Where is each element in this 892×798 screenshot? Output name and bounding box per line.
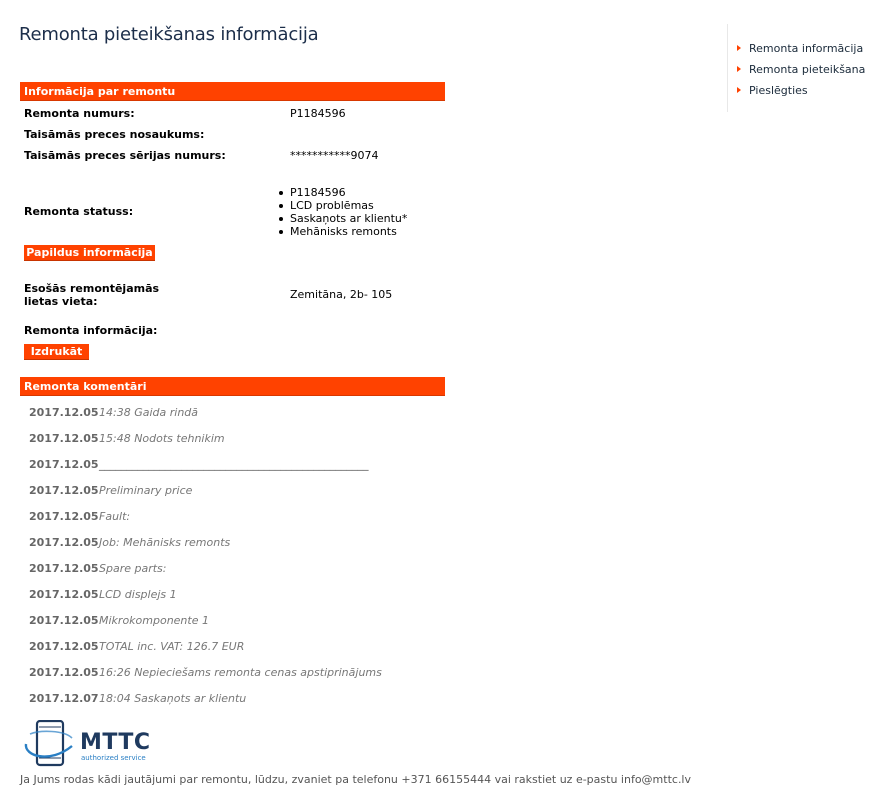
- comment-date: 2017.12.05: [29, 640, 99, 653]
- comment-date: 2017.12.05: [29, 562, 99, 575]
- comment-row: [29, 432, 225, 445]
- repair-status-list: [290, 186, 407, 238]
- comment-date: 2017.12.05: [29, 432, 99, 445]
- comment-text: LCD displejs 1: [99, 588, 177, 601]
- comment-row: [29, 406, 198, 419]
- comment-date: 2017.12.05: [29, 458, 99, 471]
- status-item: LCD problēmas: [290, 199, 407, 212]
- comment-text: TOTAL inc. VAT: 126.7 EUR: [99, 640, 245, 653]
- serial-number-value: ***********9074: [290, 149, 379, 162]
- repair-info-label: Remonta informācija:: [24, 324, 158, 337]
- comment-row: [29, 692, 246, 705]
- sidebar-item-login[interactable]: Pieslēgties: [749, 84, 808, 97]
- comment-row: [29, 536, 230, 549]
- comment-row: [29, 640, 244, 653]
- comment-row: [29, 510, 130, 523]
- location-label-line1: Esošās remontējamās: [24, 282, 160, 295]
- location-value: Zemitāna, 2b- 105: [290, 288, 393, 301]
- logo-tagline: authorized service: [81, 754, 146, 762]
- logo-name: MTTC: [80, 730, 151, 755]
- comment-text: Mikrokomponente 1: [99, 614, 209, 627]
- status-item: Saskaņots ar klientu*: [290, 212, 408, 225]
- comment-date: 2017.12.05: [29, 510, 99, 523]
- comment-text: Job: Mehānisks remonts: [99, 536, 231, 549]
- comment-text: Preliminary price: [99, 484, 193, 497]
- repair-number-value: P1184596: [290, 107, 346, 120]
- comment-row: [29, 666, 382, 679]
- comment-text: 18:04 Saskaņots ar klientu: [99, 692, 247, 705]
- comment-text: 16:26 Nepieciešams remonta cenas apstiprinājums: [99, 666, 382, 679]
- page-title: Remonta pieteikšanas informācija: [19, 24, 319, 45]
- comment-row: [29, 562, 167, 575]
- comment-text: 14:38 Gaida rindā: [99, 406, 199, 419]
- comment-date: 2017.12.07: [29, 692, 99, 705]
- mttc-logo: [20, 720, 160, 770]
- comment-date: 2017.12.05: [29, 666, 99, 679]
- comment-text: 15:48 Nodots tehnikim: [99, 432, 225, 445]
- location-label: [24, 282, 159, 308]
- print-button[interactable]: Izdrukāt: [24, 344, 89, 360]
- more-info-button[interactable]: Papildus informācija: [24, 245, 155, 261]
- comment-text: Spare parts:: [99, 562, 167, 575]
- repair-info-header: Informācija par remontu: [20, 82, 445, 101]
- status-item: P1184596: [290, 186, 407, 199]
- comment-date: 2017.12.05: [29, 614, 99, 627]
- comment-date: 2017.12.05: [29, 588, 99, 601]
- comment-date: 2017.12.05: [29, 484, 99, 497]
- sidebar-nav: [727, 24, 892, 112]
- serial-number-label: Taisāmās preces sērijas numurs:: [24, 149, 226, 162]
- comment-row: [29, 484, 192, 497]
- comment-row: [29, 614, 209, 627]
- comment-row: [29, 588, 177, 601]
- status-item: Mehānisks remonts: [290, 225, 407, 238]
- repair-number-label: Remonta numurs:: [24, 107, 135, 120]
- location-label-line2: lietas vieta:: [24, 295, 98, 308]
- comment-text: Fault:: [99, 510, 131, 523]
- comment-text: _________________________________________________: [99, 458, 369, 471]
- footer-contact: Ja Jums rodas kādi jautājumi par remontu, lūdzu, zvaniet pa telefonu +371 66155444 vai rakstiet uz e-pastu info@mttc.lv: [20, 773, 691, 786]
- sidebar-item-repair-request[interactable]: Remonta pieteikšana: [749, 63, 866, 76]
- comment-date: 2017.12.05: [29, 536, 99, 549]
- sidebar-item-repair-info[interactable]: Remonta informācija: [749, 42, 864, 55]
- comment-row: [29, 458, 369, 471]
- comments-header: Remonta komentāri: [20, 377, 445, 396]
- product-name-label: Taisāmās preces nosaukums:: [24, 128, 205, 141]
- repair-status-label: Remonta statuss:: [24, 205, 134, 218]
- comment-date: 2017.12.05: [29, 406, 99, 419]
